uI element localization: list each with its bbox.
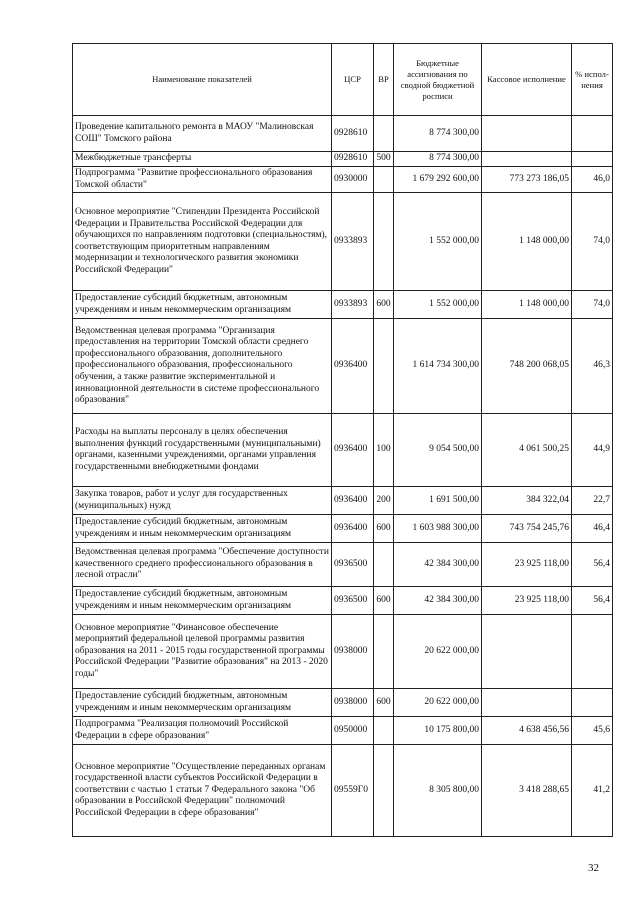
row-vr bbox=[374, 745, 394, 837]
row-execution-percent: 46,3 bbox=[572, 319, 613, 414]
table-row bbox=[73, 152, 613, 167]
row-name: Основное мероприятие "Стипендии Президента Российской Федерации и Правительства Российской Федерации для обучающихся по направлениям подготовки (специальностям), соответствующим приоритетным направлениям модернизации и технологического развития экономики Российской Федерации" bbox=[73, 193, 332, 291]
row-assignments: 42 384 300,00 bbox=[394, 587, 482, 615]
row-cash-execution bbox=[482, 615, 572, 689]
row-vr bbox=[374, 615, 394, 689]
row-execution-percent: 46,0 bbox=[572, 167, 613, 193]
row-vr: 600 bbox=[374, 291, 394, 319]
row-vr bbox=[374, 193, 394, 291]
row-execution-percent bbox=[572, 615, 613, 689]
row-assignments: 1 552 000,00 bbox=[394, 193, 482, 291]
row-cash-execution: 748 200 068,05 bbox=[482, 319, 572, 414]
table-row bbox=[73, 587, 613, 615]
row-name: Подпрограмма "Развитие профессионального образования Томской области" bbox=[73, 167, 332, 193]
row-vr bbox=[374, 319, 394, 414]
row-assignments: 9 054 500,00 bbox=[394, 414, 482, 487]
table-row bbox=[73, 414, 613, 487]
row-assignments: 1 691 500,00 bbox=[394, 487, 482, 515]
row-cash-execution: 23 925 118,00 bbox=[482, 587, 572, 615]
row-vr bbox=[374, 543, 394, 587]
row-name: Ведомственная целевая программа "Обеспечение доступности качественного среднего профессионального образования в лесной отрасли" bbox=[73, 543, 332, 587]
budget-table bbox=[72, 43, 613, 837]
row-cash-execution bbox=[482, 116, 572, 152]
table-row bbox=[73, 745, 613, 837]
row-execution-percent: 45,6 bbox=[572, 717, 613, 745]
row-name: Основное мероприятие "Финансовое обеспечение мероприятий федеральной целевой программы развития образования на 2011 - 2015 годы государственной программы Российской Федерации "Развитие образования" на 2013 - 2020 годы" bbox=[73, 615, 332, 689]
header-cash-execution: Кассовое исполнение bbox=[482, 44, 572, 116]
row-assignments: 10 175 800,00 bbox=[394, 717, 482, 745]
row-vr bbox=[374, 116, 394, 152]
table-row bbox=[73, 615, 613, 689]
row-csr: 0933893 bbox=[332, 291, 374, 319]
table-row bbox=[73, 487, 613, 515]
row-csr: 0933893 bbox=[332, 193, 374, 291]
row-assignments: 8 774 300,00 bbox=[394, 116, 482, 152]
header-csr: ЦСР bbox=[332, 44, 374, 116]
header-assignments: Бюджетные ассигнования по сводной бюджетной росписи bbox=[394, 44, 482, 116]
row-cash-execution: 4 061 500,25 bbox=[482, 414, 572, 487]
row-name: Предоставление субсидий бюджетным, автономным учреждениям и иным некоммерческим организациям bbox=[73, 689, 332, 717]
table-row bbox=[73, 193, 613, 291]
row-name: Основное мероприятие "Осуществление переданных органам государственной власти субъектов Российской Федерации в соответствии с частью 1 статьи 7 Федерального закона "Об образовании в Российской Федерации" полномочий Российской Федерации в сфере образования" bbox=[73, 745, 332, 837]
row-execution-percent: 74,0 bbox=[572, 193, 613, 291]
row-assignments: 1 603 988 300,00 bbox=[394, 515, 482, 543]
row-csr: 0928610 bbox=[332, 152, 374, 167]
row-assignments: 20 622 000,00 bbox=[394, 689, 482, 717]
row-execution-percent: 41,2 bbox=[572, 745, 613, 837]
row-name: Ведомственная целевая программа "Организация предоставления на территории Томской области среднего профессионального образования, дополнительного профессионального образования, профессионального обучения, а также развитие экспериментальной и инновационной деятельности в системе профессионального образования" bbox=[73, 319, 332, 414]
table-row bbox=[73, 167, 613, 193]
row-csr: 0928610 bbox=[332, 116, 374, 152]
row-cash-execution: 773 273 186,05 bbox=[482, 167, 572, 193]
row-name: Закупка товаров, работ и услуг для государственных (муниципальных) нужд bbox=[73, 487, 332, 515]
row-assignments: 8 305 800,00 bbox=[394, 745, 482, 837]
row-assignments: 8 774 300,00 bbox=[394, 152, 482, 167]
table-row bbox=[73, 689, 613, 717]
row-cash-execution bbox=[482, 152, 572, 167]
row-name: Расходы на выплаты персоналу в целях обеспечения выполнения функций государственными (муниципальными) органами, казенными учреждениями, органами управления государственными внебюджетными фондами bbox=[73, 414, 332, 487]
table-row bbox=[73, 319, 613, 414]
row-execution-percent: 22,7 bbox=[572, 487, 613, 515]
row-vr bbox=[374, 167, 394, 193]
row-name: Подпрограмма "Реализация полномочий Российской Федерации в сфере образования" bbox=[73, 717, 332, 745]
row-execution-percent: 56,4 bbox=[572, 587, 613, 615]
row-assignments: 1 679 292 600,00 bbox=[394, 167, 482, 193]
row-vr: 100 bbox=[374, 414, 394, 487]
row-cash-execution: 23 925 118,00 bbox=[482, 543, 572, 587]
page-number: 32 bbox=[588, 862, 599, 874]
row-cash-execution bbox=[482, 689, 572, 717]
row-vr bbox=[374, 717, 394, 745]
row-execution-percent bbox=[572, 116, 613, 152]
table-row bbox=[73, 116, 613, 152]
row-vr: 500 bbox=[374, 152, 394, 167]
row-csr: 0936500 bbox=[332, 587, 374, 615]
row-csr: 09559Г0 bbox=[332, 745, 374, 837]
table-row bbox=[73, 291, 613, 319]
row-vr: 600 bbox=[374, 689, 394, 717]
row-cash-execution: 1 148 000,00 bbox=[482, 291, 572, 319]
table-row bbox=[73, 515, 613, 543]
row-csr: 0938000 bbox=[332, 615, 374, 689]
header-vr: ВР bbox=[374, 44, 394, 116]
row-execution-percent: 56,4 bbox=[572, 543, 613, 587]
row-csr: 0936400 bbox=[332, 319, 374, 414]
row-vr: 600 bbox=[374, 587, 394, 615]
header-name: Наименование показателей bbox=[73, 44, 332, 116]
row-csr: 0936400 bbox=[332, 515, 374, 543]
table-row bbox=[73, 543, 613, 587]
table-row bbox=[73, 717, 613, 745]
row-execution-percent: 74,0 bbox=[572, 291, 613, 319]
row-name: Проведение капитального ремонта в МАОУ "Малиновская СОШ" Томского района bbox=[73, 116, 332, 152]
row-assignments: 42 384 300,00 bbox=[394, 543, 482, 587]
row-name: Предоставление субсидий бюджетным, автономным учреждениям и иным некоммерческим организациям bbox=[73, 515, 332, 543]
row-name: Межбюджетные трансферты bbox=[73, 152, 332, 167]
row-assignments: 1 614 734 300,00 bbox=[394, 319, 482, 414]
row-csr: 0936400 bbox=[332, 414, 374, 487]
row-cash-execution: 3 418 288,65 bbox=[482, 745, 572, 837]
row-csr: 0950000 bbox=[332, 717, 374, 745]
header-row bbox=[73, 44, 613, 116]
row-csr: 0936500 bbox=[332, 543, 374, 587]
row-csr: 0938000 bbox=[332, 689, 374, 717]
row-execution-percent: 44,9 bbox=[572, 414, 613, 487]
header-execution-percent: % испол-нения bbox=[572, 44, 613, 116]
row-vr: 200 bbox=[374, 487, 394, 515]
row-csr: 0930000 bbox=[332, 167, 374, 193]
row-name: Предоставление субсидий бюджетным, автономным учреждениям и иным некоммерческим организациям bbox=[73, 587, 332, 615]
row-execution-percent bbox=[572, 152, 613, 167]
row-execution-percent bbox=[572, 689, 613, 717]
row-csr: 0936400 bbox=[332, 487, 374, 515]
row-name: Предоставление субсидий бюджетным, автономным учреждениям и иным некоммерческим организациям bbox=[73, 291, 332, 319]
row-assignments: 1 552 000,00 bbox=[394, 291, 482, 319]
row-cash-execution: 4 638 456,56 bbox=[482, 717, 572, 745]
row-execution-percent: 46,4 bbox=[572, 515, 613, 543]
row-cash-execution: 384 322,04 bbox=[482, 487, 572, 515]
row-vr: 600 bbox=[374, 515, 394, 543]
row-cash-execution: 1 148 000,00 bbox=[482, 193, 572, 291]
row-assignments: 20 622 000,00 bbox=[394, 615, 482, 689]
row-cash-execution: 743 754 245,76 bbox=[482, 515, 572, 543]
